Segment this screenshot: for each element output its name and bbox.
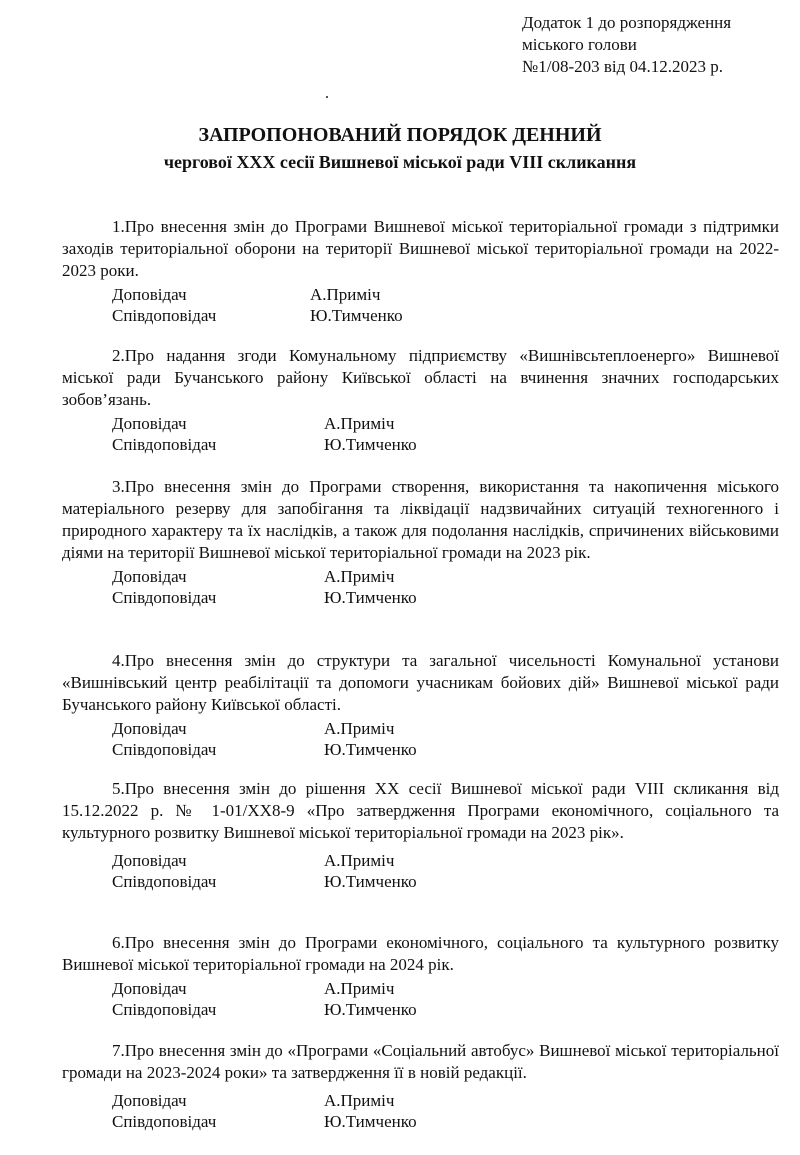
speaker-row (62, 284, 779, 305)
agenda-item (62, 216, 779, 326)
speaker-label: Доповідач (112, 285, 187, 304)
speaker-label: Доповідач (112, 719, 187, 738)
agenda-item-text: 4.Про внесення змін до структури та загальної чисельності Комунальної установи «Вишнівський центр реабілітації та допомоги учасникам бойових дій» Вишневої міської ради Бучанського району Київської області. (62, 651, 779, 714)
speaker-row (62, 413, 779, 434)
cospeaker-label: Співдоповідач (112, 740, 217, 759)
agenda-item-text: 2.Про надання згоди Комунальному підприємству «Вишнівсьтеплоенерго» Вишневої міської ради Бучанського району Київської області на вчинення значних господарських зобов’язань. (62, 346, 779, 409)
cospeaker-label: Співдоповідач (112, 872, 217, 891)
cospeaker-name: Ю.Тимченко (310, 306, 403, 325)
speaker-label: Доповідач (112, 979, 187, 998)
speaker-label: Доповідач (112, 414, 187, 433)
agenda-item-text: 1.Про внесення змін до Програми Вишневої міської територіальної громади з підтримки заходів територіальної оборони на території Вишневої міської територіальної громади на 2022-2023 роки. (62, 217, 779, 280)
appendix-line-1: Додаток 1 до розпорядження (522, 13, 732, 32)
speaker-label: Доповідач (112, 851, 187, 870)
agenda-item (62, 476, 779, 608)
speaker-row (62, 718, 779, 739)
speakers-block (62, 718, 779, 760)
agenda-item-text: 7.Про внесення змін до «Програми «Соціальний автобус» Вишневої міської територіальної громади на 2023-2024 роки» та затвердження її в новій редакції. (62, 1041, 779, 1082)
cospeaker-name: Ю.Тимченко (324, 872, 417, 891)
cospeaker-row (62, 999, 779, 1020)
cospeaker-label: Співдоповідач (112, 1112, 217, 1131)
speakers-block (62, 1090, 779, 1132)
scan-speck (326, 96, 328, 98)
speaker-name: А.Приміч (324, 979, 395, 998)
speaker-row (62, 1090, 779, 1111)
agenda-item (62, 932, 779, 1020)
agenda-item (62, 778, 779, 892)
cospeaker-name: Ю.Тимченко (324, 740, 417, 759)
cospeaker-label: Співдоповідач (112, 1000, 217, 1019)
cospeaker-row (62, 434, 779, 455)
speaker-label: Доповідач (112, 1091, 187, 1110)
speaker-row (62, 978, 779, 999)
agenda-item-text: 5.Про внесення змін до рішення XX сесії Вишневої міської ради VIII скликання від 15.12.2022 р. № 1-01/XX8-9 «Про затвердження Програми економічного, соціального та культурного розвитку Вишневої міської територіальної громади на 2023 рік». (62, 779, 779, 842)
speaker-name: А.Приміч (324, 414, 395, 433)
cospeaker-row (62, 587, 779, 608)
agenda-item (62, 1040, 779, 1132)
speakers-block (62, 566, 779, 608)
speaker-name: А.Приміч (324, 567, 395, 586)
cospeaker-name: Ю.Тимченко (324, 588, 417, 607)
document-title: ЗАПРОПОНОВАНИЙ ПОРЯДОК ДЕННИЙ (198, 124, 602, 146)
speakers-block (62, 413, 779, 455)
appendix-line-3: №1/08-203 від 04.12.2023 р. (522, 57, 724, 76)
cospeaker-row (62, 305, 779, 326)
cospeaker-name: Ю.Тимченко (324, 1000, 417, 1019)
cospeaker-row (62, 871, 779, 892)
speaker-name: А.Приміч (324, 719, 395, 738)
cospeaker-label: Співдоповідач (112, 306, 217, 325)
speaker-name: А.Приміч (310, 285, 381, 304)
speaker-name: А.Приміч (324, 851, 395, 870)
appendix-note (522, 12, 792, 78)
cospeaker-row (62, 739, 779, 760)
speakers-block (62, 850, 779, 892)
agenda-item (62, 650, 779, 760)
agenda-item-text: 3.Про внесення змін до Програми створення, використання та накопичення міського матеріального резерву для запобігання та ліквідації надзвичайних ситуацій техногенного і природного характеру та їх наслідків, а також для подолання наслідків, спричинених військовими діями на території Вишневої міської територіальної громади на 2023 рік. (62, 477, 779, 562)
cospeaker-row (62, 1111, 779, 1132)
speaker-row (62, 850, 779, 871)
appendix-line-2: міського голови (522, 35, 637, 54)
agenda-item-text: 6.Про внесення змін до Програми економічного, соціального та культурного розвитку Вишневої міської територіальної громади на 2024 рік. (62, 933, 779, 974)
agenda-item (62, 345, 779, 455)
cospeaker-label: Співдоповідач (112, 435, 217, 454)
speaker-name: А.Приміч (324, 1091, 395, 1110)
speaker-row (62, 566, 779, 587)
cospeaker-name: Ю.Тимченко (324, 435, 417, 454)
document-subtitle: чергової XXX сесії Вишневої міської ради VIII скликання (163, 152, 637, 172)
speakers-block (62, 978, 779, 1020)
cospeaker-name: Ю.Тимченко (324, 1112, 417, 1131)
speaker-label: Доповідач (112, 567, 187, 586)
speakers-block (62, 284, 779, 326)
cospeaker-label: Співдоповідач (112, 588, 217, 607)
